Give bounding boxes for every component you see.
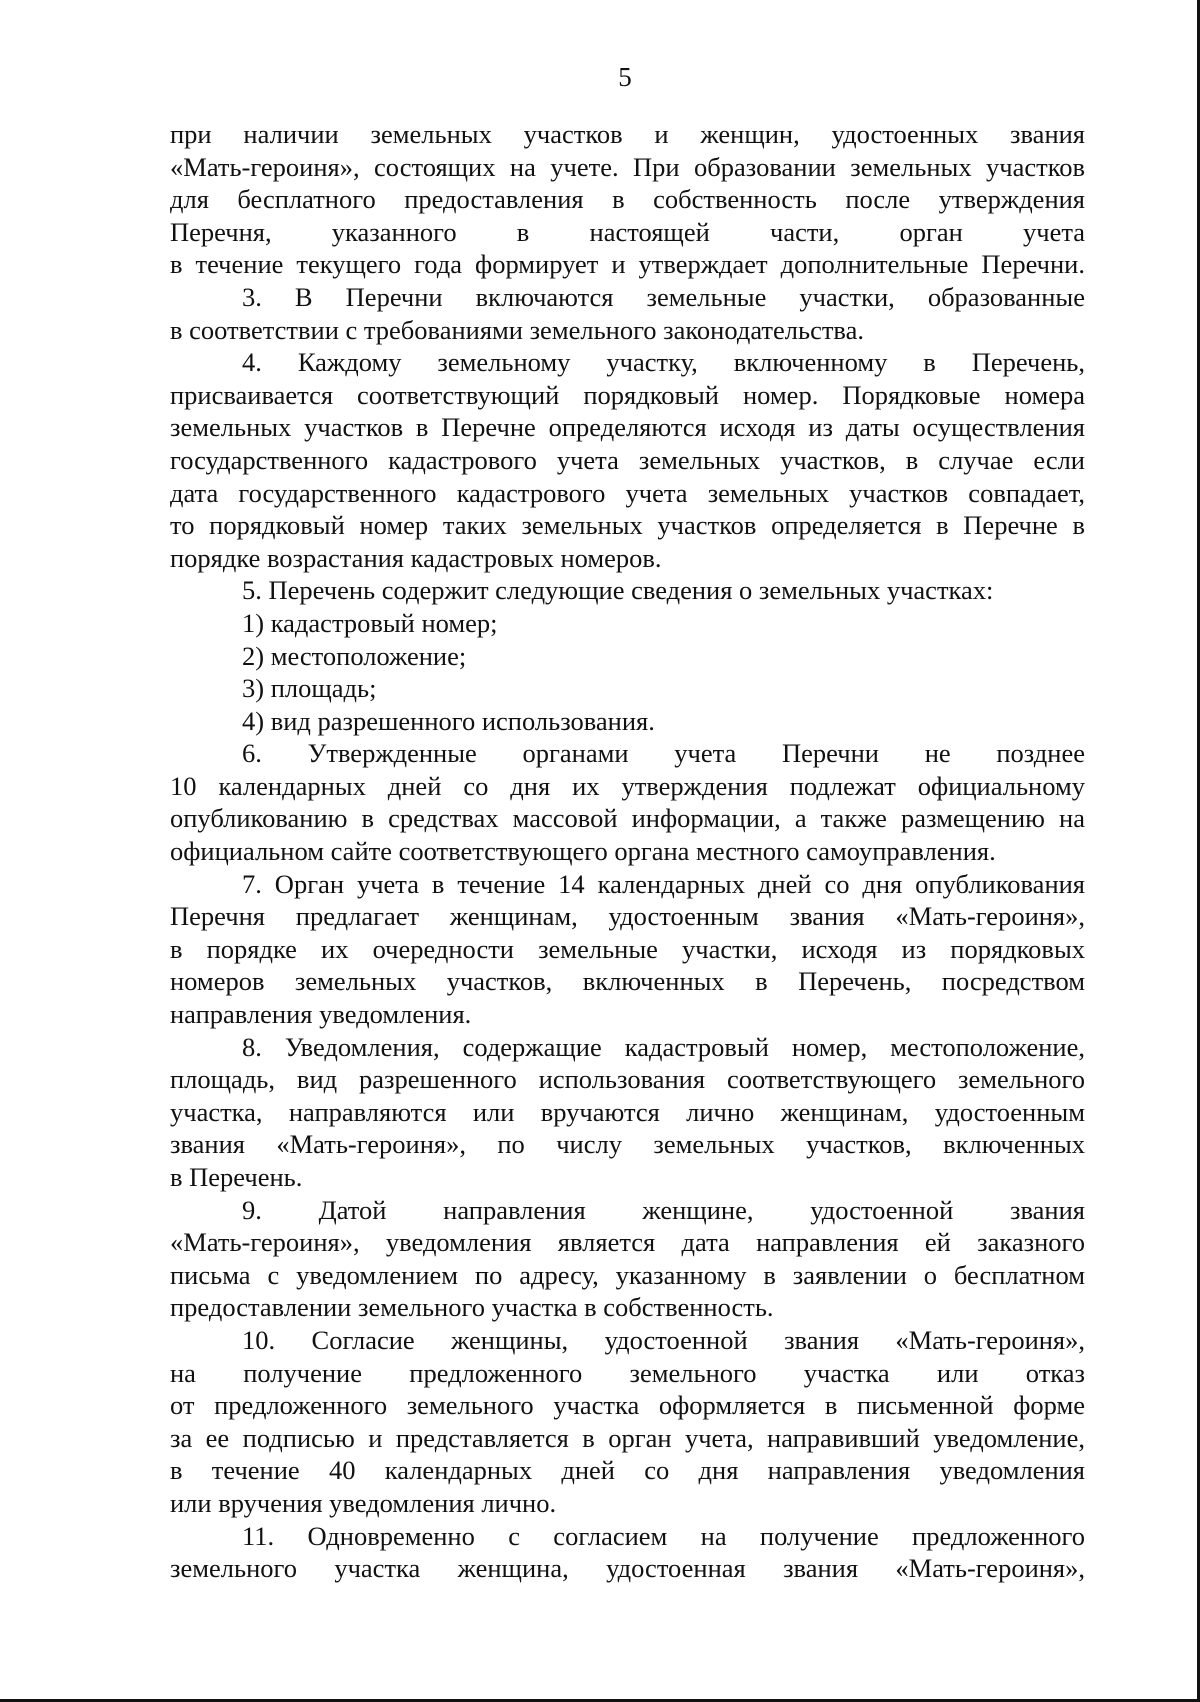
- text-line: в Перечень.: [170, 1162, 303, 1192]
- text-line: Перечня предлагает женщинам, удостоенным звания «Мать-героиня»,: [170, 901, 1085, 932]
- text-line: 4. Каждому земельному участку, включенному в Перечень,: [242, 347, 1085, 378]
- text-line: «Мать-героиня», состоящих на учете. При образовании земельных участков: [170, 151, 1085, 182]
- text-line: дата государственного кадастрового учета земельных участков совпадает,: [170, 477, 1085, 508]
- text-line: в течение 40 календарных дней со дня направления уведомления: [170, 1455, 1085, 1486]
- text-line: 10. Согласие женщины, удостоенной звания «Мать-героиня»,: [242, 1324, 1085, 1355]
- text-line: участка, направляются или вручаются лично женщинам, удостоенным: [170, 1096, 1085, 1127]
- text-line: при наличии земельных участков и женщин, удостоенных звания: [170, 119, 1085, 149]
- text-line: в порядке их очередности земельные участки, исходя из порядковых: [170, 933, 1085, 964]
- text-line: 3. В Перечни включаются земельные участки, образованные: [242, 281, 1085, 312]
- text-line: 1) кадастровый номер;: [242, 607, 498, 638]
- text-line: официальном сайте соответствующего органа местного самоуправления.: [170, 836, 996, 867]
- text-line: государственного кадастрового учета земельных участков, в случае если: [170, 444, 1085, 475]
- text-line: направления уведомления.: [170, 999, 472, 1030]
- text-line: 9. Датой направления женщине, удостоенной звания: [242, 1194, 1085, 1225]
- text-line: на получение предложенного земельного участка или отказ: [170, 1357, 1085, 1388]
- text-line: письма с уведомлением по адресу, указанному в заявлении о бесплатном: [170, 1259, 1085, 1290]
- text-line: опубликованию в средствах массовой информации, а также размещению на: [170, 803, 1085, 834]
- text-line: звания «Мать-героиня», по числу земельных участков, включенных: [170, 1129, 1085, 1160]
- text-line: площадь, вид разрешенного использования соответствующего земельного: [170, 1064, 1085, 1095]
- page-number: 5: [618, 62, 632, 92]
- text-line: порядке возрастания кадастровых номеров.: [170, 542, 662, 573]
- text-line: для бесплатного предоставления в собственность после утверждения: [170, 184, 1085, 215]
- text-line: за ее подписью и представляется в орган учета, направивший уведомление,: [170, 1422, 1085, 1453]
- text-line: 6. Утвержденные органами учета Перечни не позднее: [242, 738, 1085, 769]
- text-line: в течение текущего года формирует и утверждает дополнительные Перечни.: [170, 249, 1085, 280]
- document-body: [170, 118, 1085, 1585]
- text-line: земельных участков в Перечне определяются исходя из даты осуществления: [170, 412, 1085, 443]
- text-line: 3) площадь;: [242, 673, 377, 704]
- text-line: предоставлении земельного участка в собственность.: [170, 1292, 774, 1323]
- text-line: 4) вид разрешенного использования.: [242, 705, 655, 736]
- text-line: земельного участка женщина, удостоенная звания «Мать-героиня»,: [170, 1553, 1085, 1584]
- text-line: 8. Уведомления, содержащие кадастровый номер, местоположение,: [242, 1031, 1085, 1062]
- text-line: от предложенного земельного участка оформляется в письменной форме: [170, 1390, 1085, 1421]
- text-line: 7. Орган учета в течение 14 календарных дней со дня опубликования: [242, 868, 1085, 899]
- text-line: 2) местоположение;: [242, 640, 467, 671]
- text-line: номеров земельных участков, включенных в Перечень, посредством: [170, 966, 1085, 997]
- text-line: то порядковый номер таких земельных участков определяется в Перечне в: [170, 510, 1085, 541]
- text-line: 11. Одновременно с согласием на получение предложенного: [242, 1520, 1085, 1551]
- text-line: присваивается соответствующий порядковый номер. Порядковые номера: [170, 379, 1085, 410]
- text-line: Перечня, указанного в настоящей части, орган учета: [170, 216, 1085, 247]
- text-line: или вручения уведомления лично.: [170, 1487, 557, 1518]
- text-line: 5. Перечень содержит следующие сведения о земельных участках:: [242, 575, 994, 606]
- text-line: в соответствии с требованиями земельного законодательства.: [170, 314, 864, 345]
- text-line: «Мать-героиня», уведомления является дата направления ей заказного: [170, 1227, 1085, 1258]
- text-line: 10 календарных дней со дня их утверждения подлежат официальному: [170, 770, 1085, 801]
